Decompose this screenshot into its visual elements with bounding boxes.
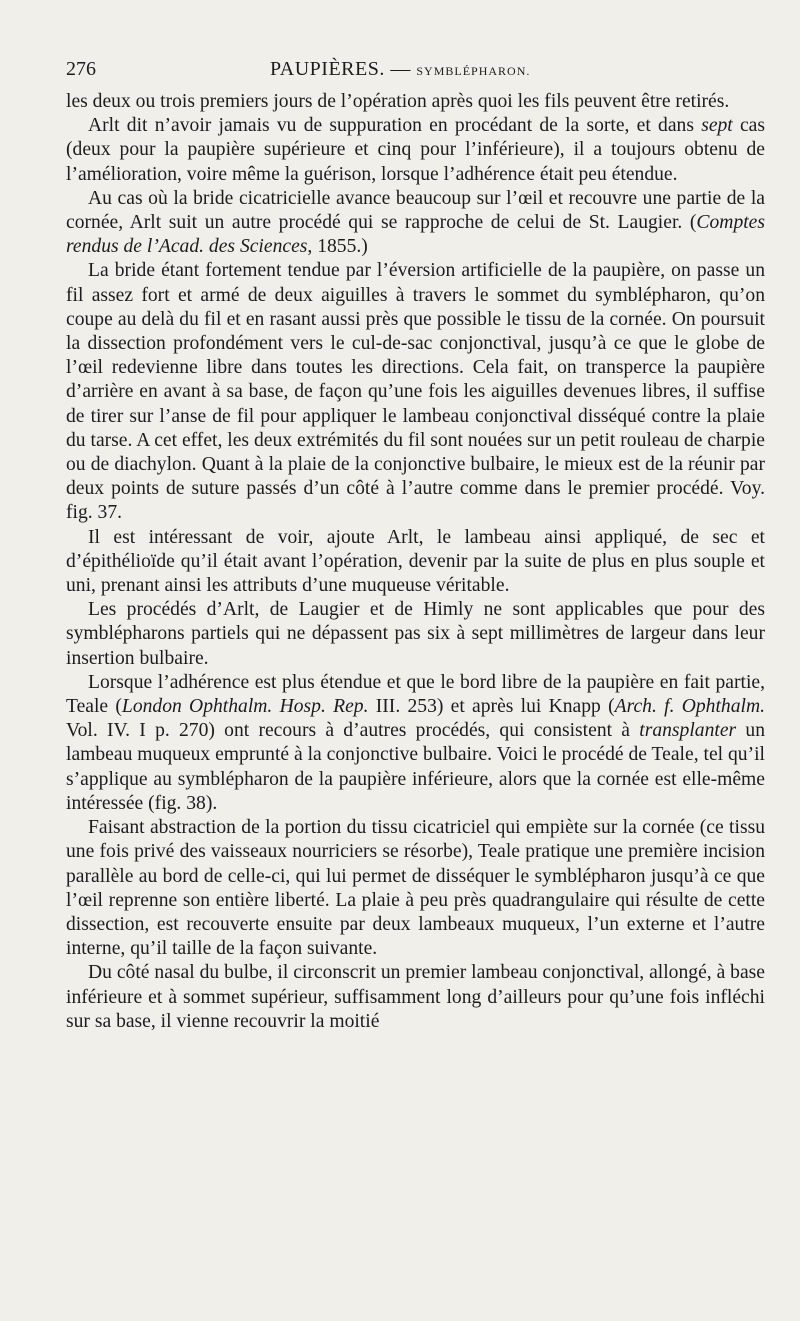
text-run: Du côté nasal du bulbe, il circonscrit un premier lambeau conjonctival, allongé, à base inférieure et à sommet supérieur, suffisamment long d’ailleurs pour qu’une fois infléchi sur sa base, il vienne recouvrir la moitié (66, 962, 765, 1032)
text-run: Au cas où la bride cicatricielle avance beaucoup sur l’œil et recouvre une partie de la cornée, Arlt suit un autre procédé qui se rapproche de celui de St. Laugier. ( (66, 187, 765, 234)
italic-text: Comptes rendus de l’Acad. des Sciences (66, 212, 765, 258)
italic-text: London Ophthalm. Hosp. Rep. (121, 696, 369, 718)
paragraph (66, 187, 765, 260)
text-run: , 1855.) (307, 236, 368, 258)
italic-text: Arch. f. Ophthalm. (614, 696, 765, 718)
text-run: Arlt dit n’avoir jamais vu de suppuration en procédant de la sorte, et dans (88, 115, 702, 137)
text-run: Faisant abstraction de la portion du tissu cicatriciel qui empiète sur la cornée (ce tissu une fois privé des vaisseaux nourriciers se résorbe), Teale pratique une première incision parallèle au bord de celle-ci, qui lui permet de disséquer le symblépharon jusqu’à ce que l’œil reprenne son entière liberté. La plaie à peu près quadrangulaire qui résulte de cette dissection, est recouverte ensuite par deux lambeaux muqueux, l’un externe et l’autre interne, qu’il taille de la façon suivante. (66, 817, 765, 960)
text-run: III. 253) et après lui Knapp ( (368, 696, 615, 718)
text-run: Lorsque l’adhérence est plus étendue et que le bord libre de la paupière en fait partie, Teale ( (66, 671, 765, 718)
paragraph (66, 671, 765, 816)
running-title-main: PAUPIÈRES. (270, 58, 385, 80)
paragraph (66, 598, 765, 671)
text-run: Il est intéressant de voir, ajoute Arlt, le lambeau ainsi appliqué, de sec et d’épithélioïde qu’il était avant l’opération, devenir par la suite de plus en plus souple et uni, prenant ainsi les attributs d’une muqueuse véritable. (66, 526, 765, 597)
paragraph (66, 114, 765, 187)
paragraph (66, 816, 765, 961)
text-run: Vol. IV. I p. 270) ont recours à d’autres procédés, qui consistent à (66, 720, 640, 742)
text-run: un lambeau muqueux emprunté à la conjonctive bulbaire. Voici le procédé de Teale, tel qu’il s’applique au symblépharon de la paupière inférieure, alors que la cornée est elle-même intéressée (fig. 38). (66, 720, 765, 814)
paragraph (66, 961, 765, 1034)
page-number: 276 (66, 58, 96, 80)
body-text (66, 90, 765, 1034)
paragraph (66, 259, 765, 525)
italic-text: sept (701, 115, 733, 137)
italic-text: transplanter (639, 720, 737, 742)
running-header (66, 50, 765, 84)
paragraph (66, 526, 765, 599)
running-title-separator: — (390, 58, 411, 80)
paragraph (66, 90, 765, 114)
text-run: La bride étant fortement tendue par l’éversion artificielle de la paupière, on passe un fil assez fort et armé de deux aiguilles à travers le sommet du symblépharon, qu’on coupe au delà du fil et en rasant aussi près que possible le tissu de la cornée. On poursuit la dissection profondément vers le cul-de-sac conjonctival, jusqu’à ce que le globe de l’œil redevienne libre dans toutes les directions. Cela fait, on transperce la paupière d’arrière en avant à sa base, de façon qu’une fois les aiguilles devenues libres, il suffise de tirer sur l’anse de fil pour appliquer le lambeau conjonctival disséqué contre la plaie du tarse. A cet effet, les deux extrémités du fil sont nouées sur un petit rouleau de charpie ou de diachylon. Quant à la plaie de la conjonctive bulbaire, le mieux est de la réunir par deux points de suture passés d’un côté à l’autre comme dans le premier procédé. Voy. fig. 37. (66, 260, 765, 524)
text-run: cas (deux pour la paupière supérieure et cinq pour l’inférieure), il a toujours obtenu de l’amélioration, voire même la guérison, lorsque l’adhérence était peu étendue. (66, 115, 765, 185)
text-run: les deux ou trois premiers jours de l’opération après quoi les fils peuvent être retirés. (66, 91, 730, 112)
text-run: Les procédés d’Arlt, de Laugier et de Himly ne sont applicables que pour des symblépharons partiels qui ne dépassent pas six à sept millimètres de largeur dans leur insertion bulbaire. (66, 599, 765, 669)
running-title (270, 58, 530, 81)
running-title-sub: SYMBLÉPHARON. (416, 64, 531, 78)
